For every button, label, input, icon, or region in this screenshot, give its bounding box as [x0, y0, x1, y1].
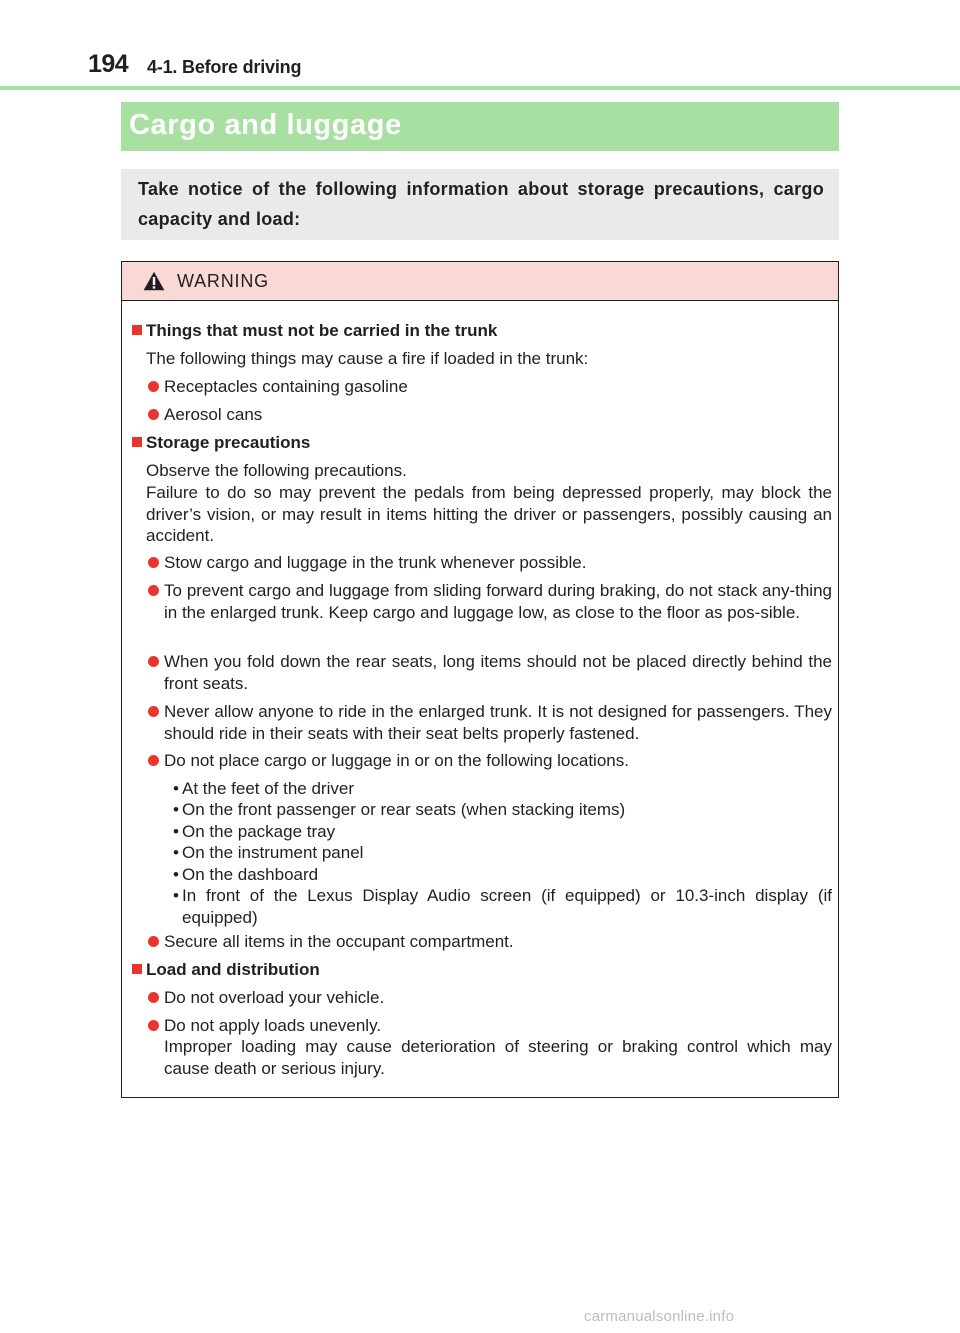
warning-header — [122, 262, 838, 301]
sub-list-item: • At the feet of the driver — [173, 779, 354, 798]
section-breadcrumb: 4-1. Before driving — [147, 57, 302, 77]
paragraph: The following things may cause a fire if loaded in the trunk: — [146, 349, 589, 368]
sub-list-item: • On the dashboard — [173, 865, 319, 884]
sub-bullet-icon: • — [173, 822, 179, 841]
warning-triangle-icon — [143, 271, 165, 291]
sub-bullet-icon: • — [173, 865, 179, 884]
paragraph: Failure to do so may prevent the pedals from being depressed properly, may block the driver’s vision, or may result in items hitting the driver or passengers, possibly causing an accident. — [146, 483, 832, 545]
page-header — [0, 0, 960, 90]
round-bullet-icon — [148, 706, 159, 717]
sub-list-item: • On the package tray — [173, 822, 336, 841]
title-bar — [121, 102, 839, 151]
intro-text: Take notice of the following information about storage precautions, cargo capacity and load: — [138, 179, 824, 229]
list-item-detail: Improper loading may cause deterioration of steering or braking control which may cause death or serious injury. — [164, 1037, 832, 1078]
sub-bullet-icon: • — [173, 843, 179, 862]
square-bullet-icon — [132, 325, 142, 335]
sub-list-item: • On the front passenger or rear seats (when stacking items) — [173, 800, 626, 819]
sub-bullet-icon: • — [173, 800, 179, 819]
page-title: Cargo and luggage — [129, 109, 402, 141]
page-number: 194 — [88, 50, 129, 78]
list-item: To prevent cargo and luggage from sliding forward during braking, do not stack any-thing in the enlarged trunk. Keep cargo and luggage low, as close to the floor as pos-sible. — [148, 580, 832, 623]
warning-box: WARNING Things that must not be carried in the trunk The following things may cause a fire if loaded in the trunk: Receptacles containing gasoline Aerosol cans Storage precautions Observe the following precautions. Failure to do so may prevent the pedals from being depressed properly, may block the driver’s vision, or may result in items hitting the driver or passengers, possibly causing an accident. Stow cargo and luggage in the trunk whenever possible. To prevent cargo and luggage from sliding forward during braking, do not stack any-thing in the enlarged trunk. Keep cargo and luggage low, as close to the floor as pos-sible. When you fold down the rear seats, long items should not be placed directly behind the front seats. Never allow anyone to ride in the enlarged trunk. It is not designed for passengers. They should ride in their seats with their seat belts properly fastened. Do not place cargo or luggage in or on the following locations. • At the feet of the driver • On the front passenger or rear seats (when stacking items) • On the package tray • On the instrument panel • On the dashboard • In front of the Lexus Display Audio screen (if equipped) or 10.3-inch display (if equipped) Secure all items in the occupant compartment. Load and distribution Do not overload your vehicle. Do not apply loads unevenly. Improper loading may cause deterioration of steering or braking control which may cause death or serious injury. — [121, 261, 839, 1098]
round-bullet-icon — [148, 381, 159, 392]
list-item: Do not place cargo or luggage in or on the following locations. — [148, 750, 832, 772]
round-bullet-icon — [148, 409, 159, 420]
list-item: Aerosol cans — [148, 404, 832, 426]
square-bullet-icon — [132, 964, 142, 974]
watermark: carmanualsonline.info — [584, 1308, 735, 1325]
round-bullet-icon — [148, 1020, 159, 1031]
square-bullet-icon — [132, 437, 142, 447]
list-item: Secure all items in the occupant compartment. — [148, 931, 832, 953]
list-item: Do not overload your vehicle. — [148, 987, 832, 1009]
round-bullet-icon — [148, 585, 159, 596]
sub-bullet-icon: • — [173, 779, 179, 798]
sub-bullet-icon: • — [173, 886, 179, 905]
intro-box — [121, 169, 839, 240]
header-rule — [0, 86, 960, 90]
round-bullet-icon — [148, 557, 159, 568]
list-item: When you fold down the rear seats, long items should not be placed directly behind the front seats. — [148, 651, 832, 694]
warning-title: WARNING — [177, 271, 269, 291]
list-item: Stow cargo and luggage in the trunk whenever possible. — [148, 552, 832, 574]
round-bullet-icon — [148, 992, 159, 1003]
paragraph: Observe the following precautions. — [146, 461, 407, 480]
round-bullet-icon — [148, 656, 159, 667]
list-item: Do not apply loads unevenly. — [148, 1015, 832, 1037]
round-bullet-icon — [148, 936, 159, 947]
sub-list-item: • On the instrument panel — [173, 843, 364, 862]
list-item: Never allow anyone to ride in the enlarged trunk. It is not designed for passengers. They should ride in their seats with their seat belts properly fastened. — [148, 701, 832, 744]
round-bullet-icon — [148, 755, 159, 766]
sub-list-item: • In front of the Lexus Display Audio screen (if equipped) or 10.3-inch display (if equipped) — [173, 886, 832, 927]
list-item: Receptacles containing gasoline — [148, 376, 832, 398]
